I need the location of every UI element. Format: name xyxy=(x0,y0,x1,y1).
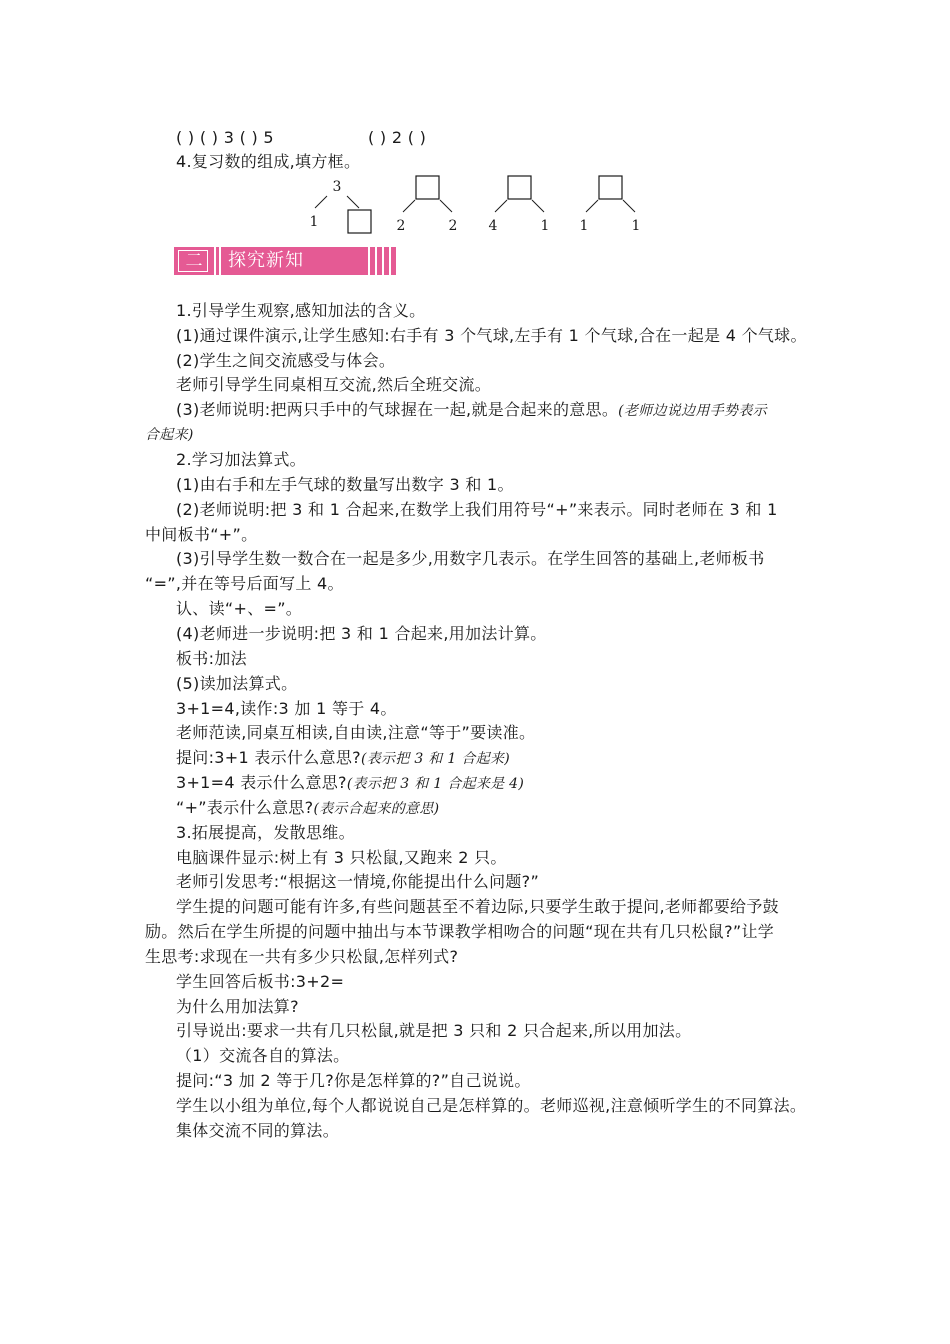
paragraph-line: 学生提的问题可能有许多,有些问题甚至不着边际,只要学生敢于提问,老师都要给予鼓 xyxy=(176,897,779,916)
paragraph-line: 引导说出:要求一共有几只松鼠,就是把 3 只和 2 只合起来,所以用加法。 xyxy=(176,1021,692,1040)
tree-3-top-box[interactable] xyxy=(508,176,531,199)
tree-2-top-box[interactable] xyxy=(416,176,439,199)
paragraph-line: 3+1=4 表示什么意思?(表示把 3 和 1 合起来是 4) xyxy=(176,773,525,792)
paragraph-line: (1)通过课件演示,让学生感知:右手有 3 个气球,左手有 1 个气球,合在一起是 4 个气球。 xyxy=(176,326,807,345)
answer-note: (表示把 3 和 1 合起来) xyxy=(360,751,510,767)
paragraph-line: 为什么用加法算? xyxy=(176,997,299,1016)
composition-tree-3 xyxy=(489,176,550,234)
paragraph-line-continued: 生思考:求现在一共有多少只松鼠,怎样列式? xyxy=(145,947,459,966)
number-composition-trees xyxy=(295,170,655,236)
paragraph-line: 学生回答后板书:3+2= xyxy=(176,972,345,991)
paragraph-line: 3+1=4,读作:3 加 1 等于 4。 xyxy=(176,699,397,718)
answer-note: (表示合起来的意思) xyxy=(313,801,440,817)
tree-1-top: 3 xyxy=(332,179,342,195)
step-3-heading: 3.拓展提高，发散思维。 xyxy=(176,823,355,842)
paragraph-line: 电脑课件显示:树上有 3 只松鼠,又跑来 2 只。 xyxy=(176,848,507,867)
tree-4-left: 1 xyxy=(579,218,589,234)
paragraph-line: (2)老师说明:把 3 和 1 合起来,在数学上我们用符号“+”来表示。同时老师在 3 和 1 xyxy=(176,500,778,519)
paragraph-line: 学生以小组为单位,每个人都说说自己是怎样算的。老师巡视,注意倾听学生的不同算法。 xyxy=(176,1096,807,1115)
paragraph-line: (2)学生之间交流感受与体会。 xyxy=(176,351,396,370)
paragraph-line-continued: 中间板书“+”。 xyxy=(145,525,258,544)
tree-3-right: 1 xyxy=(540,218,550,234)
paragraph-line: 集体交流不同的算法。 xyxy=(176,1121,340,1140)
tree-1-right-box[interactable] xyxy=(348,210,371,233)
tree-4-top-box[interactable] xyxy=(599,176,622,199)
tree-3-left: 4 xyxy=(488,218,498,234)
tree-1-left: 1 xyxy=(309,214,319,230)
teacher-note-continued: 合起来) xyxy=(145,427,194,443)
paragraph-line-continued: “=”,并在等号后面写上 4。 xyxy=(145,574,344,593)
tree-2-right: 2 xyxy=(448,218,458,234)
composition-tree-1 xyxy=(310,179,371,233)
section-stripe xyxy=(368,247,370,275)
section-header xyxy=(174,247,396,275)
paragraph-line: 板书:加法 xyxy=(176,649,247,668)
section-title: 探究新知 xyxy=(228,250,304,271)
tree-4-right: 1 xyxy=(631,218,641,234)
section-stripe xyxy=(214,247,216,275)
paragraph-line: 提问:3+1 表示什么意思?(表示把 3 和 1 合起来) xyxy=(176,748,510,767)
blank-sequence-right: ( ) 2 ( ) xyxy=(368,128,427,147)
step-1-heading: 1.引导学生观察,感知加法的含义。 xyxy=(176,301,426,320)
paragraph-line: 老师引导学生同桌相互交流,然后全班交流。 xyxy=(176,375,492,394)
paragraph-line-continued: 励。然后在学生所提的问题中抽出与本节课教学相吻合的问题“现在共有几只松鼠?”让学 xyxy=(145,922,775,941)
paragraph-line: (3)引导学生数一数合在一起是多少,用数字几表示。在学生回答的基础上,老师板书 xyxy=(176,549,765,568)
paragraph-line: 老师范读,同桌互相读,自由读,注意“等于”要读准。 xyxy=(176,723,536,742)
paragraph-line: 提问:“3 加 2 等于几?你是怎样算的?”自己说说。 xyxy=(176,1071,531,1090)
paragraph-line: (1)由右手和左手气球的数量写出数字 3 和 1。 xyxy=(176,475,514,494)
paragraph-line: (3)老师说明:把两只手中的气球握在一起,就是合起来的意思。(老师边说边用手势表示 xyxy=(176,400,767,419)
paragraph-line: （1）交流各自的算法。 xyxy=(176,1046,350,1065)
answer-note: (表示把 3 和 1 合起来是 4) xyxy=(346,776,525,792)
step-2-heading: 2.学习加法算式。 xyxy=(176,450,306,469)
section-stripe xyxy=(382,247,384,275)
blank-sequence-left: ( ) ( ) 3 ( ) 5 xyxy=(176,128,274,147)
paragraph-line: (4)老师进一步说明:把 3 和 1 合起来,用加法计算。 xyxy=(176,624,547,643)
section-stripe xyxy=(375,247,377,275)
composition-tree-4 xyxy=(580,176,641,234)
composition-tree-2 xyxy=(397,176,458,234)
tree-2-left: 2 xyxy=(396,218,406,234)
section-stripe xyxy=(389,247,391,275)
teacher-note: (老师边说边用手势表示 xyxy=(618,403,767,419)
paragraph-line: (5)读加法算式。 xyxy=(176,674,298,693)
paragraph-line: 认、读“+、=”。 xyxy=(176,599,303,618)
paragraph-line: 老师引发思考:“根据这一情境,你能提出什么问题?” xyxy=(176,872,540,891)
section-number: 二 xyxy=(185,251,203,271)
section-stripe xyxy=(219,247,221,275)
item-4-heading: 4.复习数的组成,填方框。 xyxy=(176,152,361,171)
paragraph-line: “+”表示什么意思?(表示合起来的意思) xyxy=(176,798,440,817)
